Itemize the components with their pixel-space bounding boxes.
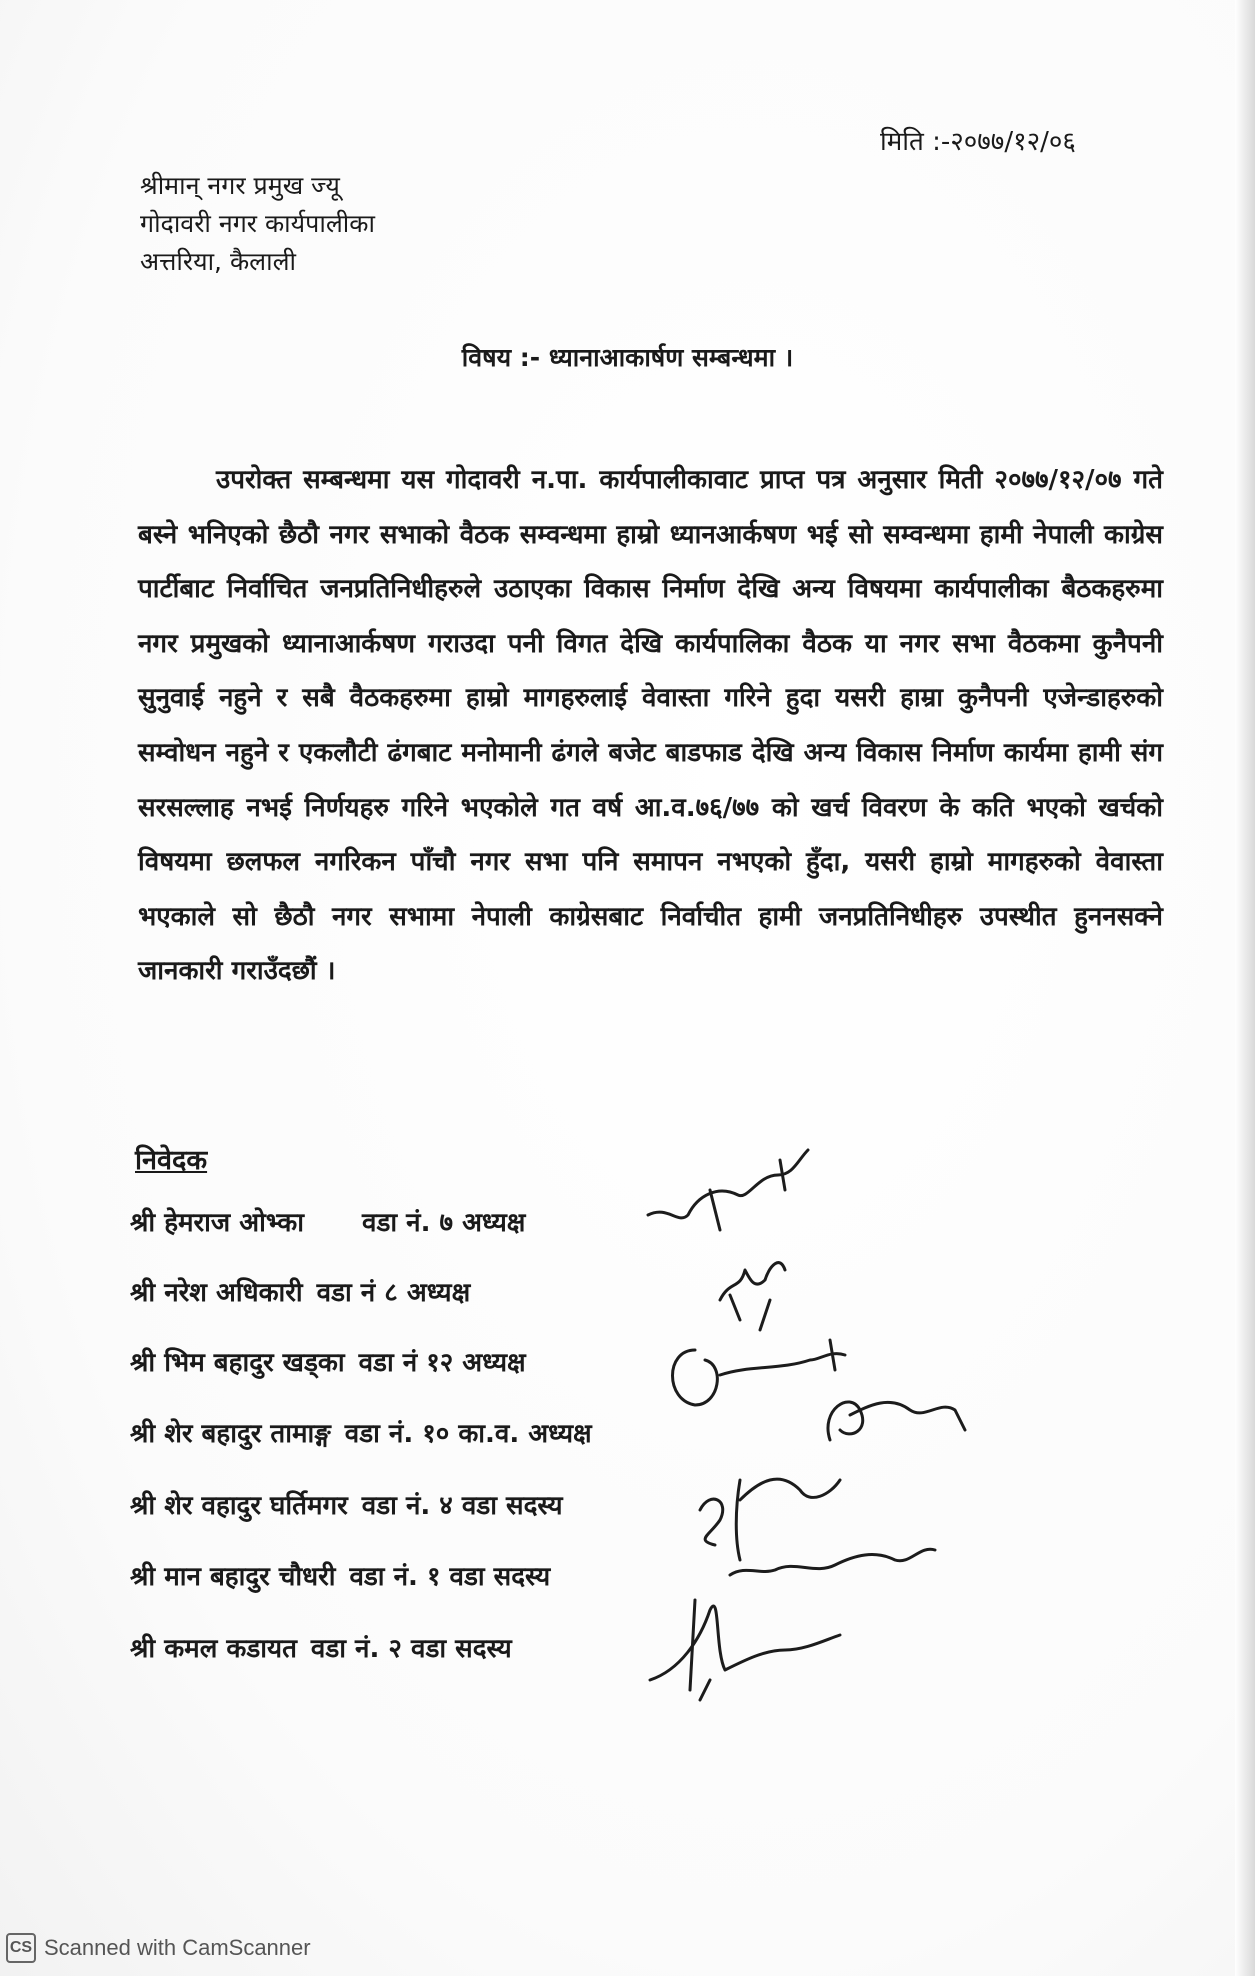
signer-name: श्री मान बहादुर चौधरी bbox=[130, 1562, 336, 1592]
signer-role: वडा नं १२ अध्यक्ष bbox=[358, 1348, 526, 1378]
signer-name: श्री भिम बहादुर खड्का bbox=[130, 1348, 345, 1378]
signer-1 bbox=[130, 1203, 525, 1239]
signer-3 bbox=[130, 1343, 526, 1379]
signature-2 bbox=[720, 1263, 785, 1330]
signature-7 bbox=[650, 1600, 840, 1700]
signer-role: वडा नं. २ वडा सदस्य bbox=[310, 1634, 512, 1664]
signature-1 bbox=[648, 1150, 808, 1230]
signer-name: श्री कमल कडायत bbox=[130, 1634, 297, 1664]
signer-role: वडा नं. ७ अध्यक्ष bbox=[361, 1208, 526, 1238]
signer-name: श्री शेर बहादुर तामाङ्ग bbox=[130, 1419, 331, 1449]
signature-5 bbox=[700, 1479, 840, 1560]
signer-6 bbox=[130, 1557, 550, 1593]
letter-date: मिति :-२०७७/१२/०६ bbox=[880, 127, 1076, 157]
signer-role: वडा नं. ४ वडा सदस्य bbox=[361, 1491, 563, 1521]
camscanner-footer bbox=[6, 1930, 311, 1966]
signer-2 bbox=[130, 1273, 470, 1309]
camscanner-text: Scanned with CamScanner bbox=[44, 1935, 311, 1960]
camscanner-logo-icon: CS bbox=[6, 1933, 36, 1963]
recipient-line-2: गोदावरी नगर कार्यपालीका bbox=[140, 209, 375, 238]
page-edge-shadow bbox=[1235, 0, 1255, 1976]
signer-name: श्री नरेश अधिकारी bbox=[130, 1278, 303, 1308]
signer-7 bbox=[130, 1629, 512, 1665]
signer-4 bbox=[130, 1414, 592, 1450]
signer-name: श्री हेमराज ओभ्का bbox=[130, 1208, 304, 1238]
recipient-line-3: अत्तरिया, कैलाली bbox=[140, 247, 296, 276]
signer-role: वडा नं ८ अध्यक्ष bbox=[316, 1278, 471, 1308]
signer-name: श्री शेर वहादुर घर्तिमगर bbox=[130, 1491, 348, 1521]
signature-6 bbox=[730, 1549, 935, 1575]
letter-body: उपरोक्त सम्बन्धमा यस गोदावरी न.पा. कार्यपालीकावाट प्राप्त पत्र अनुसार मिती २०७७/१२/०७ गते बस्ने भनिएको छैठौ नगर सभाको वैठक सम्वन्धमा हाम्रो ध्यानआर्कषण भई सो सम्वन्धमा हामी नेपाली काग्रेस पार्टीबाट निर्वाचित जनप्रतिनिधीहरुले उठाएका विकास निर्माण देखि अन्य विषयमा कार्यपालीका बैठकहरुमा नगर प्रमुखको ध्यानाआर्कषण गराउदा पनी विगत देखि कार्यपालिका वैठक या नगर सभा वैठकमा कुनैपनी सुनुवाई नहुने र सबै वैठकहरुमा हाम्रो मागहरुलाई वेवास्ता गरिने हुदा यसरी हाम्रा कुनैपनी एजेन्डाहरुको सम्वोधन नहुने र एकलौटी ढंगबाट मनोमानी ढंगले बजेट बाडफाड देखि अन्य विकास निर्माण कार्यमा हामी संग सरसल्लाह नभई निर्णयहरु गरिने भएकोले गत वर्ष आ.व.७६/७७ को खर्च विवरण के कति भएको खर्चको विषयमा छलफल नगरिकन पाँचौ नगर सभा पनि समापन नभएको हुँदा, यसरी हाम्रो मागहरुको वेवास्ता भएकाले सो छैठौ नगर सभामा नेपाली काग्रेसबाट निर्वाचीत हामी जनप्रतिनिधीहरु उपस्थीत हुननसक्ने जानकारी गराउँदछौं । bbox=[138, 465, 1163, 987]
signature-3 bbox=[673, 1340, 846, 1405]
signer-role: वडा नं. १ वडा सदस्य bbox=[349, 1562, 551, 1592]
recipient-line-1: श्रीमान् नगर प्रमुख ज्यू bbox=[140, 171, 340, 200]
signature-4 bbox=[828, 1402, 965, 1440]
signer-role: वडा नं. १० का.व. अध्यक्ष bbox=[344, 1419, 592, 1449]
signer-5 bbox=[130, 1486, 563, 1522]
signers-heading: निवेदक bbox=[135, 1145, 208, 1176]
letter-subject: विषय :- ध्यानाआकार्षण सम्बन्धमा । bbox=[461, 343, 794, 372]
